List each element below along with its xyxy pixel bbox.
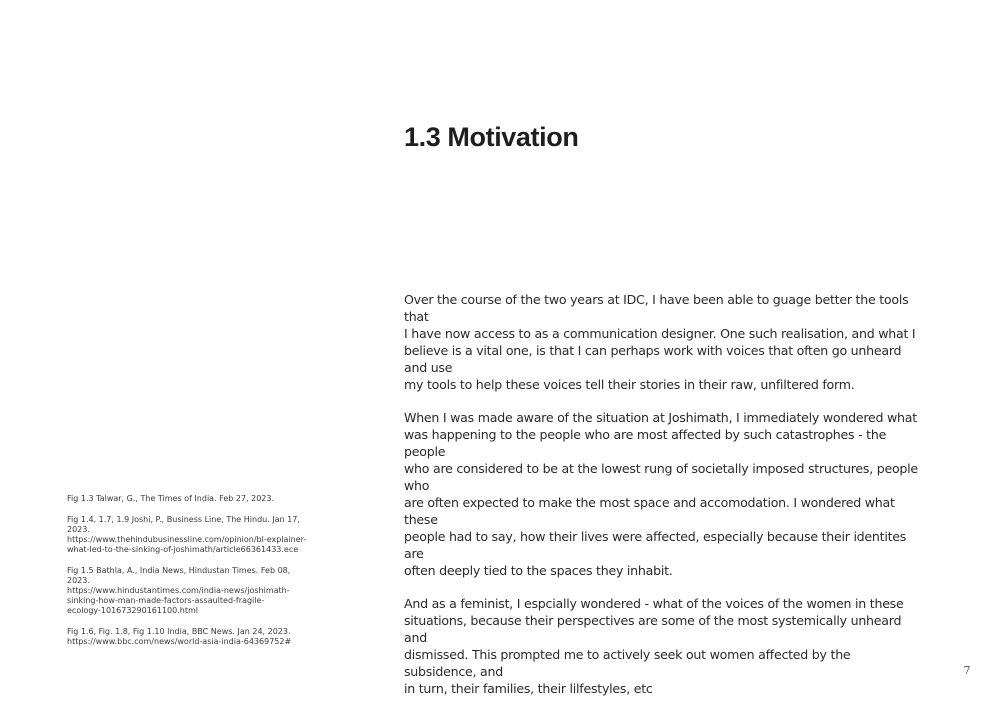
section-heading: 1.3 Motivation [404, 122, 579, 152]
note-line: 2023. [67, 525, 90, 534]
note-line: ecology-101673290161100.html [67, 606, 199, 615]
page-number-text: 7 [963, 664, 971, 677]
note-line: Fig 1.4, 1.7, 1.9 Joshi, P., Business Line, The Hindu. Jan 17, [67, 515, 300, 524]
text-line: situations, because their perspectives are some of the most systemically unheard and [404, 613, 902, 645]
text-line: often deeply tied to the spaces they inhabit. [404, 563, 673, 578]
text-line: was happening to the people who are most affected by such catastrophes - the people [404, 427, 887, 459]
text-line: When I was made aware of the situation at Joshimath, I immediately wondered what [404, 410, 917, 425]
page-number [0, 664, 971, 677]
figure-note [67, 566, 307, 616]
text-line: in turn, their families, their lilfestyles, etc [404, 681, 653, 696]
text-line: are often expected to make the most space and accomodation. I wondered what these [404, 495, 895, 527]
figure-note [67, 494, 307, 504]
note-line: https://www.hindustantimes.com/india-news/joshimath- [67, 586, 290, 595]
paragraph [404, 595, 924, 697]
note-line: https://www.thehindubusinessline.com/opinion/bl-explainer- [67, 535, 307, 544]
text-line: Over the course of the two years at IDC, I have been able to guage better the tools that [404, 292, 909, 324]
figure-notes [67, 494, 307, 658]
note-line: Fig 1.3 Talwar, G., The Times of India. Feb 27, 2023. [67, 494, 275, 503]
note-line: Fig 1.5 Bathla, A., India News, Hindustan Times. Feb 08, 2023. [67, 566, 291, 585]
text-line: And as a feminist, I espcially wondered - what of the voices of the women in these [404, 596, 904, 611]
body-text [404, 291, 924, 697]
text-line: believe is a vital one, is that I can perhaps work with voices that often go unheard and use [404, 343, 902, 375]
text-line: my tools to help these voices tell their stories in their raw, unfiltered form. [404, 377, 855, 392]
note-line: what-led-to-the-sinking-of-joshimath/article66361433.ece [67, 545, 299, 554]
text-line: dismissed. This prompted me to actively seek out women affected by the subsidence, and [404, 647, 851, 679]
text-line: people had to say, how their lives were affected, especially because their identites are [404, 529, 907, 561]
note-line: Fig 1.6, Fig. 1.8, Fig 1.10 India, BBC News. Jan 24, 2023. [67, 627, 291, 636]
text-line: I have now access to as a communication designer. One such realisation, and what I [404, 326, 916, 341]
figure-note [67, 515, 307, 555]
note-line: https://www.bbc.com/news/world-asia-india-64369752# [67, 637, 292, 646]
note-line: sinking-how-man-made-factors-assaulted-fragile- [67, 596, 265, 605]
text-line: who are considered to be at the lowest rung of societally imposed structures, people who [404, 461, 918, 493]
paragraph [404, 291, 924, 393]
figure-note [67, 627, 307, 647]
paragraph [404, 409, 924, 579]
